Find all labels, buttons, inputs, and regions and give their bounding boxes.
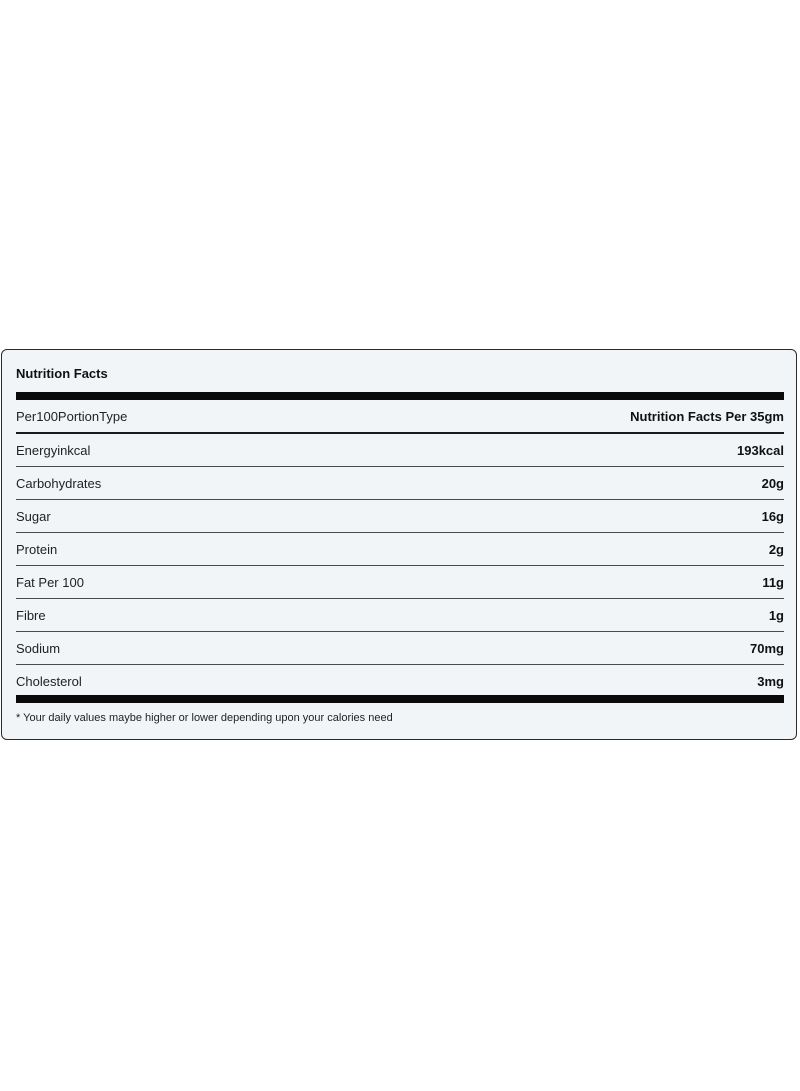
table-row-protein — [16, 533, 784, 566]
row-label: Fibre — [16, 607, 46, 623]
row-value: 70mg — [750, 640, 784, 656]
table-row-sugar — [16, 500, 784, 533]
header-label: Per100PortionType — [16, 408, 128, 424]
table-row-fibre — [16, 599, 784, 632]
panel-title: Nutrition Facts — [16, 366, 108, 381]
row-value: 2g — [768, 541, 784, 557]
row-label: Sodium — [16, 640, 61, 656]
table-row-carbohydrates — [16, 467, 784, 500]
row-value: 20g — [761, 475, 784, 491]
row-label: Cholesterol — [16, 673, 82, 689]
row-label: Carbohydrates — [16, 475, 102, 491]
table-header-row — [16, 400, 784, 434]
row-label: Sugar — [16, 508, 51, 524]
nutrition-facts-panel — [1, 349, 797, 740]
row-value: 1g — [768, 607, 784, 623]
row-value: 11g — [762, 574, 784, 590]
row-value: 193kcal — [737, 442, 784, 458]
row-value: 3mg — [757, 673, 784, 689]
row-label: Fat Per 100 — [16, 574, 84, 590]
footnote: * Your daily values maybe higher or lower depending upon your calories need — [16, 712, 393, 724]
table-row-cholesterol — [16, 665, 784, 697]
top-thick-rule — [16, 392, 784, 400]
header-value: Nutrition Facts Per 35gm — [630, 408, 784, 424]
table-row-energy — [16, 434, 784, 467]
row-label: Energyinkcal — [16, 442, 91, 458]
table-row-sodium — [16, 632, 784, 665]
row-value: 16g — [761, 508, 784, 524]
table-row-fat — [16, 566, 784, 599]
row-label: Protein — [16, 541, 58, 557]
bottom-thick-rule — [16, 695, 784, 703]
nutrition-table — [16, 400, 784, 697]
